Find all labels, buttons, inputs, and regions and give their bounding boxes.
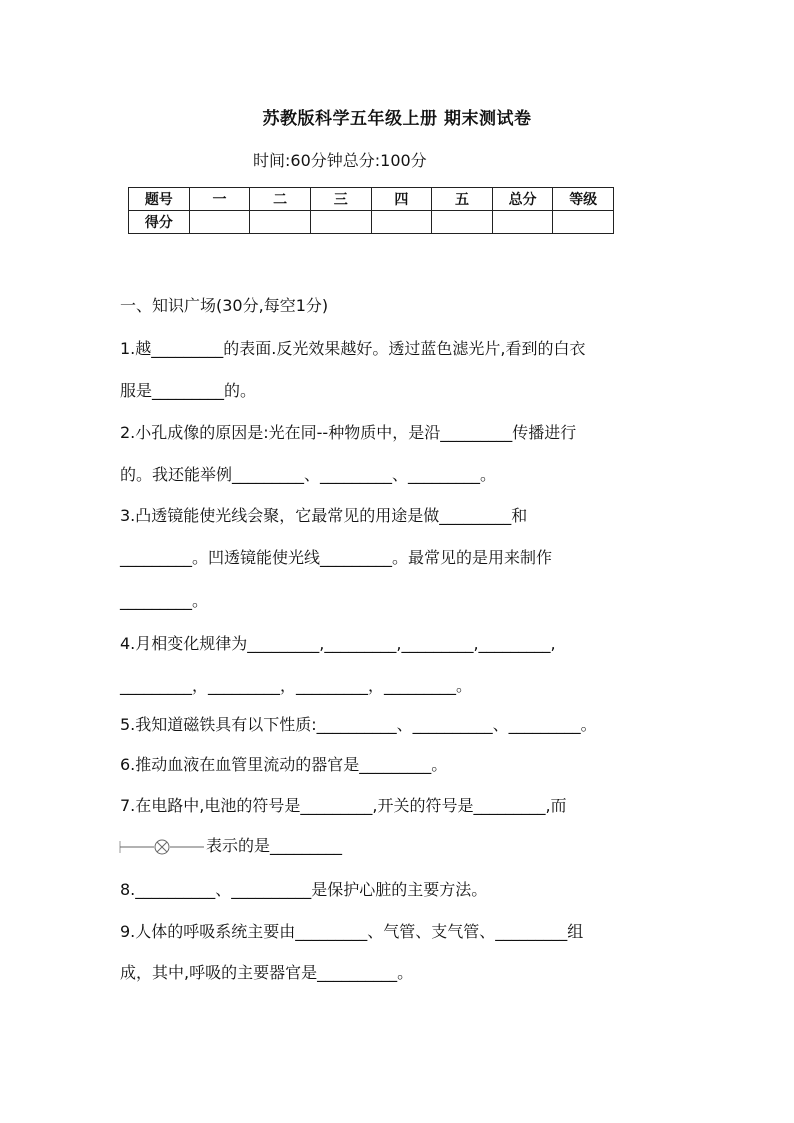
question-line: 8.__________、__________是保护心脏的主要方法。 (120, 880, 488, 899)
score-cell (432, 211, 493, 234)
score-cell (250, 211, 311, 234)
score-table-score-row (129, 211, 614, 234)
question-line: 1.越_________的表面.反光效果越好。透过蓝色滤光片,看到的白衣 (120, 339, 586, 358)
question-line: 6.推动血液在血管里流动的器官是_________。 (120, 755, 448, 774)
question-line: 9.人体的呼吸系统主要由_________、气管、支气管、_________组 (120, 922, 584, 941)
question-line: 的。我还能举例_________、_________、_________。 (120, 465, 497, 484)
header-cell-1: 一 (189, 188, 250, 211)
question-line: 2.小孔成像的原因是:光在同--种物质中，是沿_________传播进行 (120, 423, 577, 442)
header-cell-total: 总分 (492, 188, 553, 211)
question-line: 5.我知道磁铁具有以下性质:__________、__________、_________。 (120, 715, 597, 734)
question-line: 服是_________的。 (120, 381, 257, 400)
question-line: 成，其中,呼吸的主要器官是__________。 (120, 963, 414, 982)
score-cell (189, 211, 250, 234)
question-line: _________。凹透镜能使光线_________。最常见的是用来制作 (120, 548, 553, 567)
lamp-symbol-icon (118, 837, 206, 857)
question-line: 3.凸透镜能使光线会聚，它最常见的用途是做_________和 (120, 506, 528, 525)
score-cell (310, 211, 371, 234)
question-line: 7.在电路中,电池的符号是_________,开关的符号是_________,而 (120, 796, 567, 815)
score-cell (553, 211, 614, 234)
score-cell (371, 211, 432, 234)
question-line-with-symbol (118, 833, 678, 857)
page-title: 苏教版科学五年级上册 期末测试卷 (262, 109, 532, 129)
header-cell-5: 五 (432, 188, 493, 211)
score-cell (492, 211, 553, 234)
header-cell-2: 二 (250, 188, 311, 211)
header-cell-3: 三 (310, 188, 371, 211)
question-line-text: 表示的是_________ (206, 836, 343, 855)
score-table-header-row (129, 188, 614, 211)
score-table (128, 187, 614, 234)
question-line: 4.月相变化规律为_________,_________,_________,_________, (120, 634, 556, 653)
exam-info: 时间:60分钟总分:100分 (253, 151, 427, 170)
question-line: _________。 (120, 591, 209, 610)
row-label-score: 得分 (129, 211, 190, 234)
header-cell-grade: 等级 (553, 188, 614, 211)
header-cell-question-number: 题号 (129, 188, 190, 211)
section-heading: 一、知识广场(30分,每空1分) (120, 296, 329, 315)
header-cell-4: 四 (371, 188, 432, 211)
question-line: _________，_________，_________，_________。 (120, 676, 473, 695)
